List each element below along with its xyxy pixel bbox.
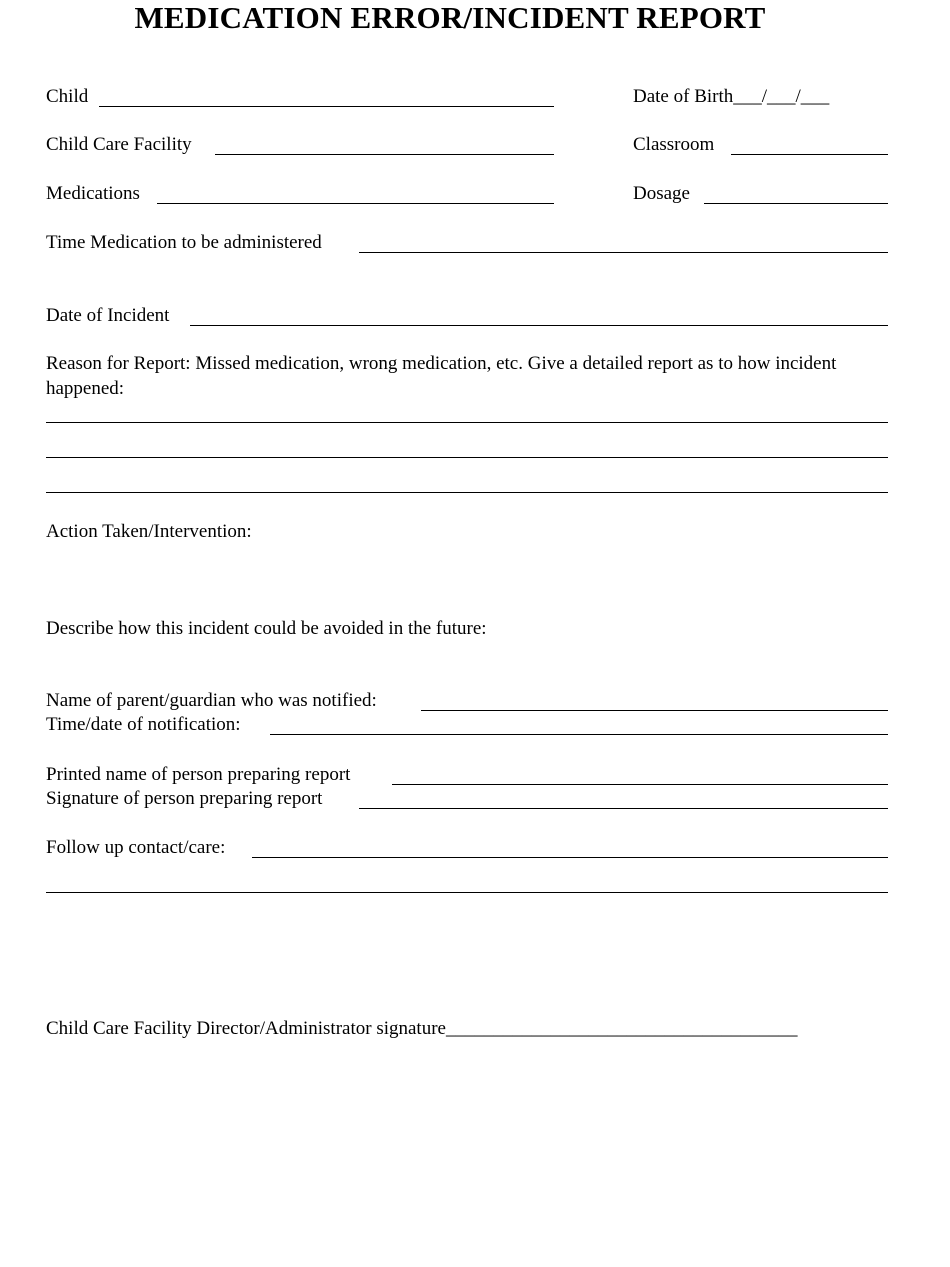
classroom-label: Classroom	[633, 134, 715, 155]
signature-label: Signature of person preparing report	[46, 788, 323, 809]
signature-field[interactable]	[359, 808, 888, 809]
facility-field[interactable]	[215, 154, 554, 155]
dosage-field[interactable]	[704, 203, 888, 204]
director-signature-field[interactable]: Child Care Facility Director/Administrator signature_____________________________________	[46, 1018, 798, 1039]
reason-line-3[interactable]	[46, 492, 888, 493]
child-field[interactable]	[99, 106, 554, 107]
action-taken-area[interactable]	[46, 545, 888, 605]
classroom-field[interactable]	[731, 154, 888, 155]
dosage-label: Dosage	[633, 183, 690, 204]
page-title: MEDICATION ERROR/INCIDENT REPORT	[134, 0, 766, 35]
parent-notified-field[interactable]	[421, 710, 888, 711]
reason-label: Reason for Report: Missed medication, wrong medication, etc. Give a detailed report as to how incident happened:	[46, 353, 837, 399]
avoid-future-area[interactable]	[46, 642, 888, 684]
reason-line-2[interactable]	[46, 457, 888, 458]
avoid-future-label: Describe how this incident could be avoided in the future:	[46, 618, 487, 639]
time-medication-field[interactable]	[359, 252, 888, 253]
date-of-incident-label: Date of Incident	[46, 305, 170, 326]
facility-label: Child Care Facility	[46, 134, 192, 155]
follow-up-field[interactable]	[252, 857, 888, 858]
follow-up-label: Follow up contact/care:	[46, 837, 226, 858]
action-taken-label: Action Taken/Intervention:	[46, 521, 252, 542]
parent-notified-label: Name of parent/guardian who was notified:	[46, 690, 377, 711]
notification-time-field[interactable]	[270, 734, 888, 735]
medications-label: Medications	[46, 183, 140, 204]
date-of-incident-field[interactable]	[190, 325, 888, 326]
medications-field[interactable]	[157, 203, 554, 204]
time-medication-label: Time Medication to be administered	[46, 232, 322, 253]
notification-time-label: Time/date of notification:	[46, 714, 241, 735]
child-label: Child	[46, 86, 89, 107]
printed-name-field[interactable]	[392, 784, 888, 785]
date-of-birth-field[interactable]: Date of Birth___/___/___	[633, 86, 830, 107]
printed-name-label: Printed name of person preparing report	[46, 764, 351, 785]
reason-line-1[interactable]	[46, 422, 888, 423]
follow-up-line-2[interactable]	[46, 892, 888, 893]
